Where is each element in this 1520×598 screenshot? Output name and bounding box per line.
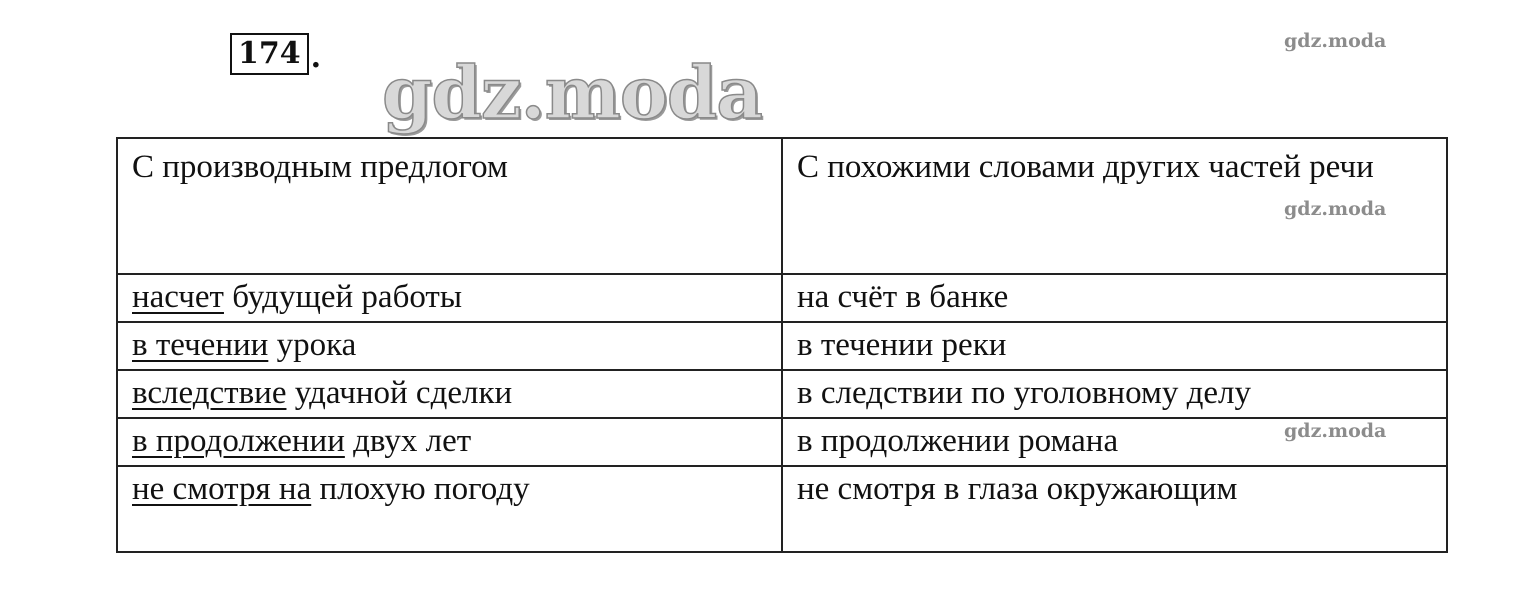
cell-left — [117, 274, 782, 322]
answer-table — [116, 137, 1448, 553]
preposition-underlined: вследствие — [132, 375, 287, 411]
table-row — [117, 418, 1447, 466]
cell-right: на счёт в банке — [782, 274, 1447, 322]
watermark-small-bottom: gdz.moda — [1284, 420, 1387, 442]
cell-right: в продолжении романа — [782, 418, 1447, 466]
task-number — [230, 33, 321, 75]
table-row — [117, 370, 1447, 418]
header-similar-words: С похожими словами других частей речи — [782, 138, 1447, 274]
task-number-dot: . — [310, 40, 322, 75]
table-row — [117, 466, 1447, 552]
cell-right: в течении реки — [782, 322, 1447, 370]
preposition-underlined: не смотря на — [132, 471, 312, 507]
header-derived-preposition: С производным предлогом — [117, 138, 782, 274]
watermark-small-top: gdz.moda — [1284, 30, 1387, 52]
phrase-rest: двух лет — [344, 423, 472, 459]
cell-right: в следствии по уголовному делу — [782, 370, 1447, 418]
table-header-row — [117, 138, 1447, 274]
preposition-underlined: насчет — [132, 279, 224, 315]
cell-left — [117, 370, 782, 418]
table-row — [117, 274, 1447, 322]
cell-right: не смотря в глаза окружающим — [782, 466, 1447, 552]
phrase-rest: плохую погоду — [311, 471, 530, 507]
table-row — [117, 322, 1447, 370]
task-number-box: 174 — [230, 33, 309, 75]
watermark-small-middle: gdz.moda — [1284, 198, 1387, 220]
cell-left — [117, 418, 782, 466]
cell-left — [117, 322, 782, 370]
watermark-large: gdz.moda — [382, 50, 762, 135]
phrase-rest: удачной сделки — [286, 375, 513, 411]
phrase-rest: будущей работы — [223, 279, 463, 315]
phrase-rest: урока — [268, 327, 357, 363]
preposition-underlined: в продолжении — [132, 423, 345, 459]
preposition-underlined: в течении — [132, 327, 269, 363]
cell-left — [117, 466, 782, 552]
